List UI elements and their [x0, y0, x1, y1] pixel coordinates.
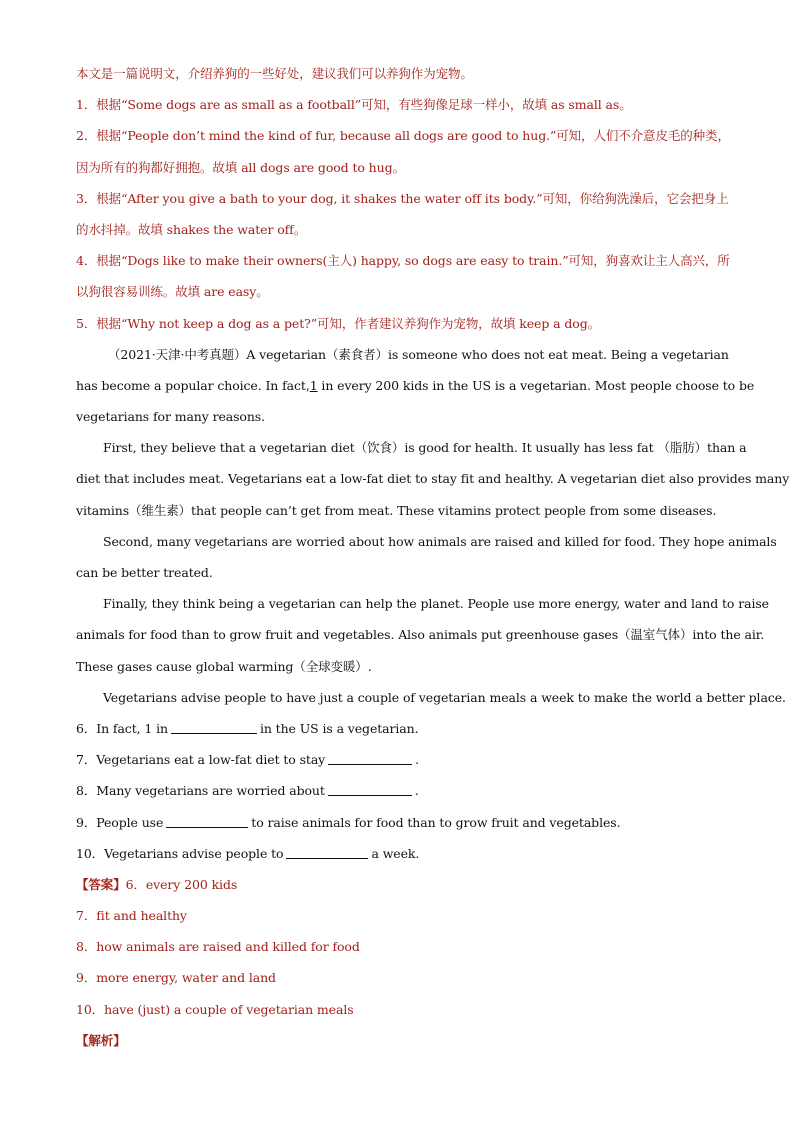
passage-line: animals for food than to grow fruit and vegetables. Also animals put greenhouse gases（温室气体）into the air. [76, 627, 765, 643]
explanation-line [76, 89, 718, 120]
passage-line: can be better treated. [76, 565, 213, 580]
answer-number: 10． [76, 1001, 105, 1017]
item-number: 3． [76, 190, 97, 206]
passage-line: vegetarians for many reasons. [76, 409, 265, 425]
analysis-label: 【解析】 [76, 1032, 126, 1048]
answer-label: 【答案】 [76, 876, 126, 892]
answer-line [76, 869, 718, 900]
passage-line [76, 339, 729, 370]
explanation-intro: 本文是一篇说明文，介绍养狗的一些好处，建议我们可以养狗作为宠物。 [76, 66, 473, 81]
explanation-text: 以狗很容易训练。故填 are easy。 [76, 284, 269, 300]
question-item [76, 744, 718, 775]
question-number: 6． [76, 720, 97, 736]
answer-number: 7． [76, 908, 97, 924]
explanation-text: 根据“People don’t mind the kind of fur, because all dogs are good to hug.”可知，人们不介意皮毛的种类， [96, 128, 730, 144]
passage-source: （2021·天津·中考真题） [108, 346, 247, 362]
passage-line: First, they believe that a vegetarian diet（饮食）is good for health. It usually has less fat （脂肪）than a [103, 440, 747, 456]
answer-blank[interactable] [328, 783, 412, 796]
explanation-line [76, 308, 718, 339]
question-text: to raise animals for food than to grow fruit and vegetables. [251, 814, 621, 830]
answer-text: fit and healthy [96, 908, 187, 924]
blank-number-marker: 1 [309, 377, 318, 393]
answer-number: 6． [125, 876, 146, 892]
explanation-text: 的水抖掉。故填 shakes the water off。 [76, 221, 307, 237]
explanation-text: 根据“Some dogs are as small as a football”可知，有些狗像足球一样小，故填 as small as。 [96, 97, 632, 113]
question-item [76, 807, 718, 838]
question-text: in the US is a vegetarian. [259, 720, 419, 736]
explanation-line [76, 183, 729, 214]
answer-text: have (just) a couple of vegetarian meals [104, 1001, 354, 1017]
passage-text: has become a popular choice. In fact, [76, 377, 310, 393]
explanation-text: 因为所有的狗都好拥抱。故填 all dogs are good to hug。 [76, 159, 405, 175]
explanation-line [76, 214, 718, 245]
question-text: a week. [371, 845, 420, 861]
answer-blank[interactable] [286, 846, 368, 859]
explanation-text: 根据“After you give a bath to your dog, it shakes the water off its body.”可知，你给狗洗澡后，它会把身上 [96, 190, 729, 206]
question-number: 10． [76, 845, 105, 861]
question-text: . [414, 783, 419, 799]
passage-line: These gases cause global warming（全球变暖）. [76, 658, 372, 674]
passage-text: in every 200 kids in the US is a vegetarian. Most people choose to be [317, 377, 755, 393]
answer-blank[interactable] [171, 721, 257, 734]
answer-number: 8． [76, 939, 97, 955]
answer-blank[interactable] [166, 815, 248, 828]
item-number: 1． [76, 97, 97, 113]
item-number: 2． [76, 128, 97, 144]
answer-blank[interactable] [328, 752, 412, 765]
question-text: People use [96, 814, 164, 830]
passage-text: A vegetarian（素食者）is someone who does not eat meat. Being a vegetarian [246, 346, 729, 362]
answer-line [76, 900, 718, 931]
question-number: 7． [76, 752, 97, 768]
question-item [76, 838, 718, 869]
question-number: 8． [76, 783, 97, 799]
question-text: Vegetarians eat a low-fat diet to stay [96, 752, 326, 768]
passage-line: Finally, they think being a vegetarian can help the planet. People use more energy, water and land to raise [103, 596, 769, 612]
answer-line [76, 962, 718, 993]
item-number: 5． [76, 315, 97, 331]
question-text: Vegetarians advise people to [104, 845, 284, 861]
passage-line: diet that includes meat. Vegetarians eat a low-fat diet to stay fit and healthy. A vegetarian diet also provides many [76, 471, 790, 487]
question-text: Many vegetarians are worried about [96, 783, 325, 799]
question-item [76, 775, 718, 806]
question-item [76, 713, 718, 744]
passage-line [76, 370, 755, 401]
explanation-line [76, 120, 730, 151]
explanation-line [76, 276, 718, 307]
answer-line [76, 931, 718, 962]
answer-text: how animals are raised and killed for food [96, 939, 360, 955]
explanation-text: 根据“Dogs like to make their owners(主人) happy, so dogs are easy to train.”可知，狗喜欢让主人高兴，所 [96, 253, 730, 269]
question-text: In fact, 1 in [96, 720, 168, 736]
passage-line: Vegetarians advise people to have just a couple of vegetarian meals a week to make the world a better place. [103, 689, 786, 705]
question-number: 9． [76, 814, 97, 830]
answer-text: more energy, water and land [96, 970, 276, 986]
question-text: . [415, 752, 420, 768]
explanation-text: 根据“Why not keep a dog as a pet?”可知，作者建议养狗作为宠物，故填 keep a dog。 [96, 315, 600, 331]
explanation-line [76, 245, 730, 276]
answer-text: every 200 kids [145, 876, 238, 892]
passage-line: vitamins（维生素）that people can’t get from meat. These vitamins protect people from some diseases. [76, 502, 717, 518]
passage-line: Second, many vegetarians are worried about how animals are raised and killed for food. They hope animals [103, 533, 777, 549]
answer-number: 9． [76, 970, 97, 986]
item-number: 4． [76, 253, 97, 269]
document-page [76, 58, 790, 1056]
explanation-line [76, 152, 718, 183]
answer-line [76, 994, 718, 1025]
